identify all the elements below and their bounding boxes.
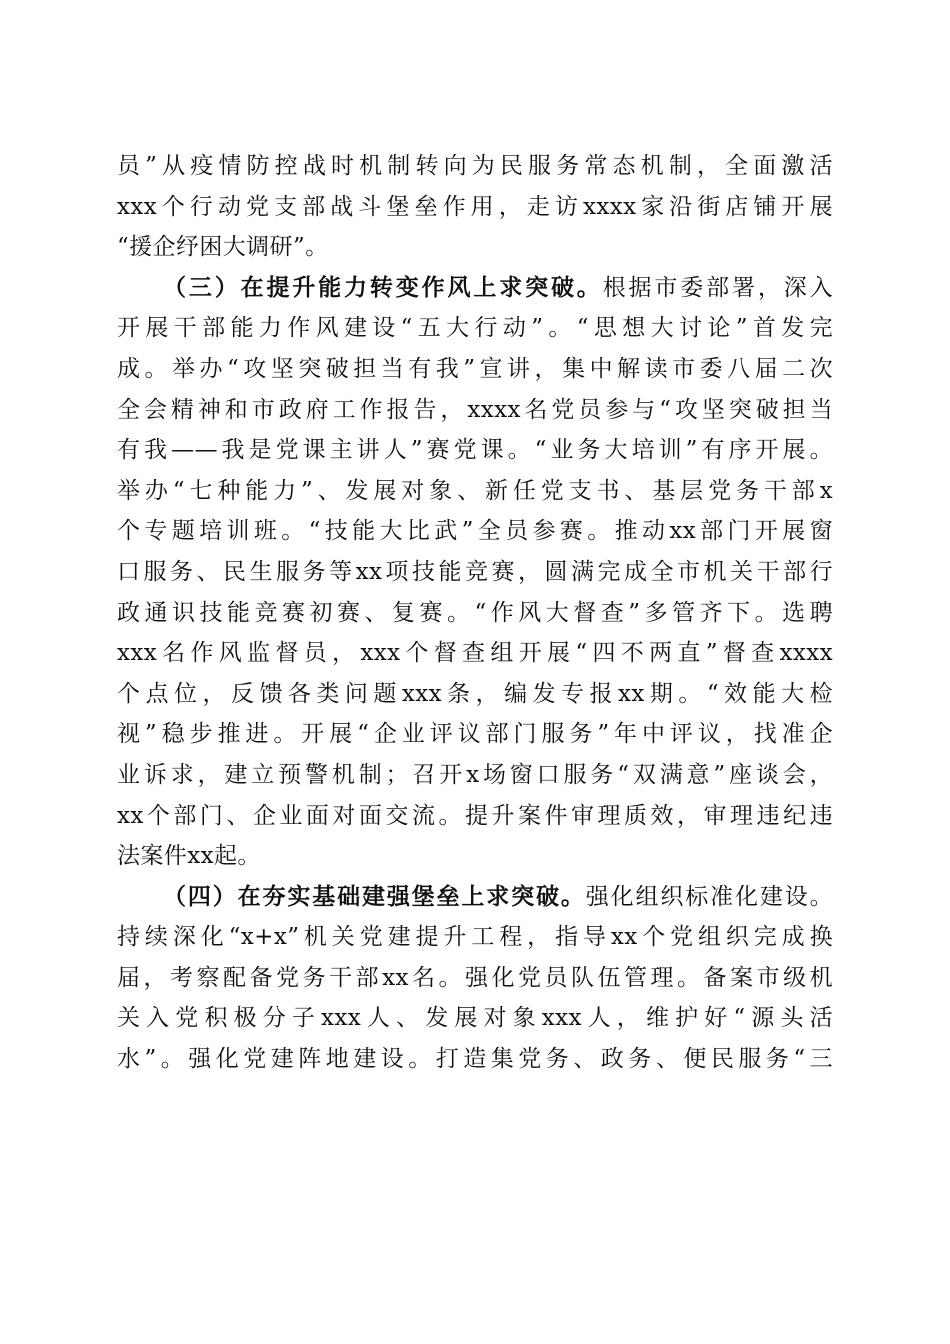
text-line: 口服务、民生服务等xx项技能竞赛，圆满完成全市机关干部行 <box>117 558 833 585</box>
text-line: 视”稳步推进。开展“企业评议部门服务”年中评议，找准企 <box>117 721 833 748</box>
text-line: xxx名作风监督员，xxx个督查组开展“四不两直”督查xxxx <box>117 640 833 667</box>
document-body <box>117 146 833 1080</box>
text-line: 举办“七种能力”、发展对象、新任党支书、基层党务干部x <box>117 477 833 504</box>
text-line: xxx个行动党支部战斗堡垒作用，走访xxxx家沿街店铺开展 <box>117 193 833 220</box>
text-line: 个点位，反馈各类问题xxx条，编发专报xx期。“效能大检 <box>117 680 833 707</box>
section-3-lead-text: 根据市委部署，深入 <box>602 274 833 301</box>
text-line: 政通识技能竞赛初赛、复赛。“作风大督查”多管齐下。选聘 <box>117 599 833 626</box>
text-line: 法案件xx起。 <box>117 843 261 870</box>
text-line: 届，考察配备党务干部xx名。强化党员队伍管理。备案市级机 <box>117 964 833 991</box>
text-line: 全会精神和市政府工作报告，xxxx名党员参与“攻坚突破担当 <box>117 396 833 423</box>
text-line: 关入党积极分子xxx人、发展对象xxx人，维护好“源头活 <box>117 1005 833 1032</box>
text-line: xx个部门、企业面对面交流。提升案件审理质效，审理违纪违 <box>117 802 833 829</box>
text-line: 有我——我是党课主讲人”赛党课。“业务大培训”有序开展。 <box>117 437 833 464</box>
text-line: 业诉求，建立预警机制；召开x场窗口服务“双满意”座谈会， <box>117 761 833 788</box>
section-3-heading: （三）在提升能力转变作风上求突破。 <box>163 273 603 301</box>
section-4-first-line <box>117 877 833 918</box>
section-3-first-line <box>117 268 833 309</box>
text-line: 员”从疫情防控战时机制转向为民服务常态机制，全面激活 <box>117 153 833 179</box>
text-line: 成。举办“攻坚突破担当有我”宣讲，集中解读市委八届二次 <box>117 355 833 382</box>
text-line: 持续深化“x+x”机关党建提升工程，指导xx个党组织完成换 <box>117 924 833 951</box>
text-line: 开展干部能力作风建设“五大行动”。“思想大讨论”首发完 <box>117 315 833 342</box>
text-line: 个专题培训班。“技能大比武”全员参赛。推动xx部门开展窗 <box>117 518 833 545</box>
text-line: 水”。强化党建阵地建设。打造集党务、政务、便民服务“三 <box>117 1046 833 1073</box>
section-4-lead-text: 强化组织标准化建设。 <box>585 883 833 910</box>
section-4-heading: （四）在夯实基础建强堡垒上求突破。 <box>163 882 586 910</box>
text-line: “援企纾困大调研”。 <box>117 234 329 261</box>
